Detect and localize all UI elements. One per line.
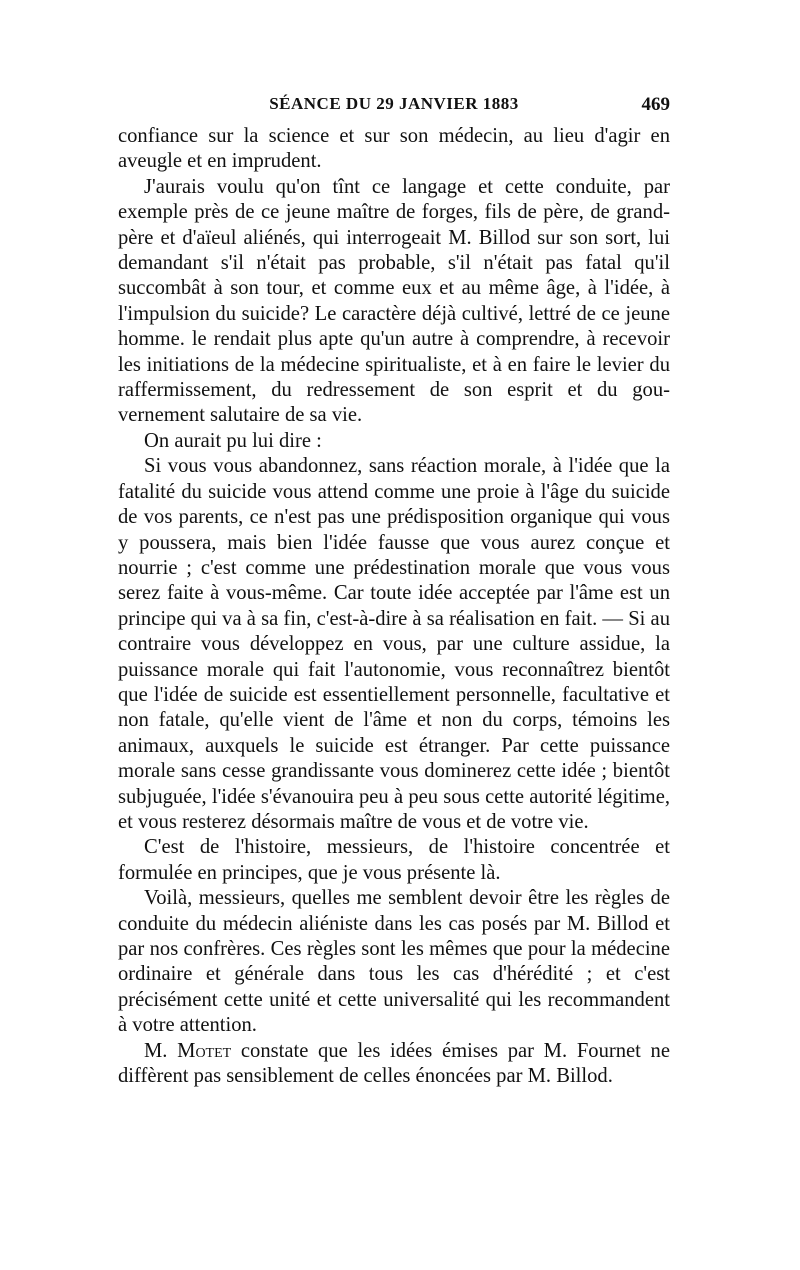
paragraph bbox=[118, 429, 670, 454]
paragraph bbox=[118, 1039, 670, 1090]
page-number: 469 bbox=[641, 94, 670, 115]
paragraph-text: C'est de l'histoire, messieurs, de l'histoire concentrée et formulée en principes, que je vous présente là. bbox=[118, 836, 670, 884]
paragraph bbox=[118, 886, 670, 1038]
paragraph-text: confiance sur la science et sur son médecin, au lieu d'agir en aveugle et en imprudent. bbox=[118, 125, 670, 173]
speaker-name: M. Motet bbox=[144, 1039, 232, 1062]
paragraph-text: J'aurais voulu qu'on tînt ce langage et cette conduite, par exemple près de ce jeune maître de forges, fils de père, de grand-père et d'aïeul aliénés, qui interrogeait M. Billod sur son sort, lui demandant s'il n'était pas probable, s'il n'était pas fatal qu'il succombât à son tour, et comme eux et au même âge, à l'idée, à l'impulsion du suicide? Le caractère déjà cultivé, lettré de ce jeune homme. le rendait plus apte qu'un autre à comprendre, à recevoir les initiations de la médecine spiritualiste, et à en faire le levier du raffermissement, du redressement de son esprit et du gouvernement salutaire de sa vie. bbox=[118, 175, 670, 427]
paragraph-text: Si vous vous abandonnez, sans réaction morale, à l'idée que la fatalité du suicide vous attend comme une proie à l'âge du suicide de vos parents, ce n'est pas une prédisposition organique qui vous y poussera, mais bien l'idée fausse que vous aurez conçue et nourrie ; c'est comme une prédestination morale que vous vous serez faite à vous-même. Car toute idée acceptée par l'âme est un principe qui va à sa fin, c'est-à-dire à sa réalisation en fait. — Si au contraire vous développez en vous, par une culture assidue, la puissance morale qui fait l'autonomie, vous reconnaîtrez bientôt que l'idée de suicide est essentiellement personnelle, facultative et non fatale, qu'elle vient de l'âme et non du corps, témoins les animaux, auxquels le suicide est étranger. Par cette puissance morale sans cesse grandissante vous dominerez cette idée ; bientôt subjuguée, l'idée s'évanouira peu à peu sous cette autorité légitime, et vous resterez désormais maître de vous et de votre vie. bbox=[118, 455, 670, 833]
paragraph-text: Voilà, messieurs, quelles me semblent devoir être les règles de conduite du médecin aliéniste dans les cas posés par M. Billod et par nos confrères. Ces règles sont les mêmes que pour la médecine ordinaire et générale dans tous les cas d'hérédité ; et c'est précisément cette unité et cette universalité qui les recommandent à votre attention. bbox=[118, 887, 670, 1037]
paragraph bbox=[118, 454, 670, 835]
body-text bbox=[118, 124, 670, 1089]
paragraph-text: On aurait pu lui dire : bbox=[144, 429, 322, 452]
paragraph bbox=[118, 835, 670, 886]
paragraph bbox=[118, 175, 670, 429]
running-title: SÉANCE DU 29 JANVIER 1883 bbox=[269, 94, 519, 113]
running-head bbox=[118, 94, 670, 120]
paragraph-text: constate que les idées émises par M. Fournet ne diffèrent pas sensiblement de celles énoncées par M. Billod. bbox=[118, 1039, 670, 1088]
paragraph-continuation bbox=[118, 124, 670, 175]
